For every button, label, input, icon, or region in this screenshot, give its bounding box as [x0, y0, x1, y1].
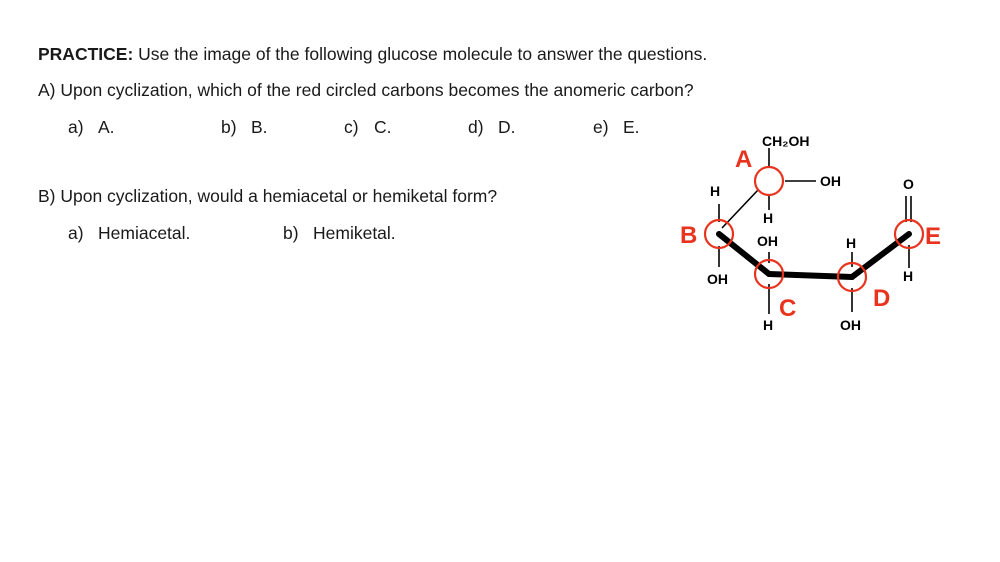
option-text: E.	[623, 117, 640, 137]
practice-intro-text: Use the image of the following glucose molecule to answer the questions.	[138, 44, 708, 64]
question-b-option-a[interactable]	[68, 223, 190, 244]
option-letter: c)	[344, 117, 359, 137]
carbon-label-c: C	[779, 295, 797, 322]
bond-d-e	[852, 234, 909, 277]
label-e-h: H	[903, 268, 914, 284]
option-letter: b)	[221, 117, 237, 137]
question-a-option-d[interactable]	[468, 117, 516, 138]
label-d-h: H	[846, 235, 857, 251]
carbon-label-d: D	[873, 285, 891, 312]
practice-label: PRACTICE:	[38, 44, 134, 64]
carbon-label-b: B	[680, 222, 698, 249]
option-text: D.	[498, 117, 516, 137]
option-text: Hemiacetal.	[98, 223, 191, 243]
label-ch2oh: CH₂OH	[762, 133, 810, 149]
carbon-circles	[705, 167, 923, 291]
option-letter: a)	[68, 223, 84, 243]
bond-c-d	[769, 274, 852, 277]
label-a-oh: OH	[820, 173, 841, 189]
glucose-molecule-diagram	[676, 128, 966, 344]
practice-intro	[38, 44, 707, 65]
carbon-a-circle	[755, 167, 783, 195]
question-a-option-e[interactable]	[593, 117, 640, 138]
label-c-h-top: H	[763, 210, 774, 226]
question-a-option-b[interactable]	[221, 117, 268, 138]
question-a-option-c[interactable]	[344, 117, 392, 138]
option-text: B.	[251, 117, 268, 137]
ring-bonds	[719, 234, 909, 277]
option-text: C.	[374, 117, 392, 137]
question-b-option-b[interactable]	[283, 223, 396, 244]
carbon-label-a: A	[735, 146, 753, 173]
option-letter: e)	[593, 117, 609, 137]
label-b-h: H	[710, 183, 721, 199]
option-letter: b)	[283, 223, 299, 243]
option-text: Hemiketal.	[313, 223, 396, 243]
label-c-h-bottom: H	[763, 317, 774, 333]
label-c-oh: OH	[757, 233, 778, 249]
label-b-oh: OH	[707, 271, 728, 287]
carbon-label-e: E	[925, 223, 942, 250]
question-a-prompt: A) Upon cyclization, which of the red circled carbons becomes the anomeric carbon?	[38, 80, 694, 100]
option-letter: d)	[468, 117, 484, 137]
option-text: A.	[98, 117, 115, 137]
question-b-prompt: B) Upon cyclization, would a hemiacetal or hemiketal form?	[38, 186, 498, 206]
question-a-option-a[interactable]	[68, 117, 115, 138]
label-d-oh: OH	[840, 317, 861, 333]
label-e-o: O	[903, 176, 914, 192]
option-letter: a)	[68, 117, 84, 137]
